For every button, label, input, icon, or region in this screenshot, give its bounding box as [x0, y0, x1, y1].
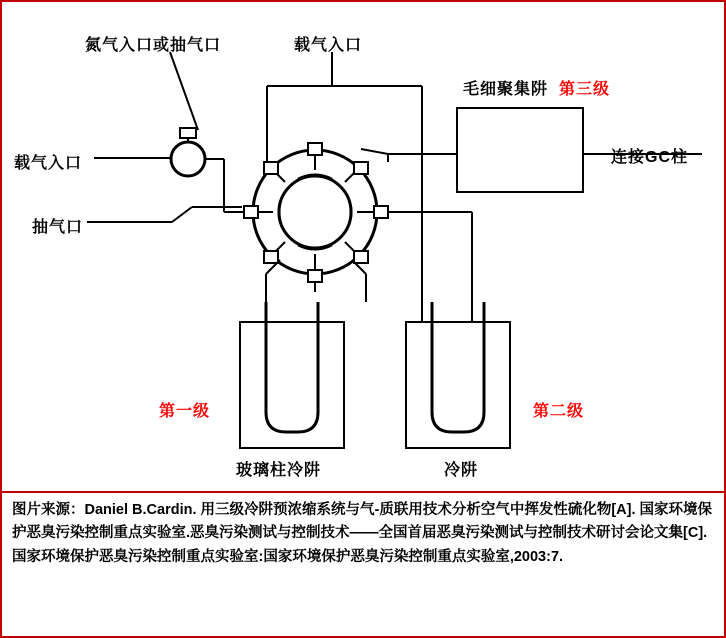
three-stage-cold-trap-diagram: [2, 2, 724, 492]
label-pump-port: 抽气口: [32, 219, 84, 236]
label-glass-column-cold-trap: 玻璃柱冷阱: [236, 462, 322, 479]
capillary-trap-box: [457, 108, 583, 192]
label-connect-gc-column: 连接GC柱: [611, 149, 689, 166]
label-carrier-gas-inlet-top: 载气入口: [294, 37, 363, 54]
stage-two-dewar-box: [406, 322, 510, 448]
valve-inner-ring: [279, 176, 351, 248]
valve-port-to-riser: [361, 149, 388, 154]
label-stage-one: 第一级: [159, 403, 211, 420]
label-stage-three: 第三级: [559, 81, 611, 98]
label-stage-two: 第二级: [533, 403, 585, 420]
pump-port-diagonal: [172, 207, 192, 222]
caption-divider: [2, 491, 724, 493]
label-nitrogen-inlet: 氮气入口或抽气口: [85, 37, 222, 54]
label-carrier-gas-inlet-left: 载气入口: [14, 155, 83, 172]
label-cold-trap: 冷阱: [444, 462, 479, 479]
knob-valve-circle: [171, 142, 205, 176]
label-capillary-focusing-trap: 毛细聚集阱: [463, 81, 549, 98]
stage-one-dewar-box: [240, 322, 344, 448]
knob-top-connector: [180, 128, 196, 138]
figure-source-caption: 图片来源：Daniel B.Cardin. 用三级冷阱预浓缩系统与气-质联用技术分析空气中挥发性硫化物[A]. 国家环境保护恶臭污染控制重点实验室.恶臭污染测试与控制技术——全国首届恶臭污染测试与控制技术研讨会论文集[C].国家环境保护恶臭污染控制重点实验室:国家环境保护恶臭污染控制重点实验室,2003:7.: [12, 502, 713, 565]
leader-nitrogen-inlet: [170, 52, 198, 130]
